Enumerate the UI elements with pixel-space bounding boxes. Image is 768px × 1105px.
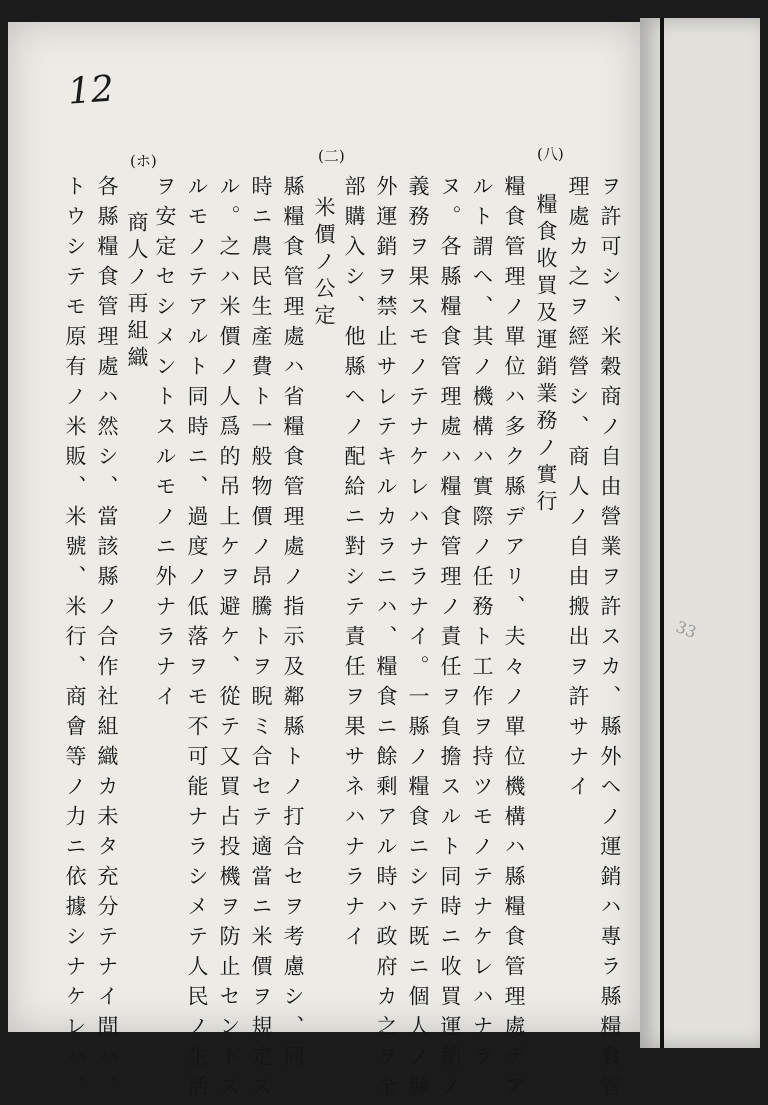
text-column-6: ヌ。各縣糧食管理處ハ糧食管理ノ責任ヲ負擔スルト同時ニ收買運銷ノ: [438, 175, 462, 1105]
text-column-15: ヲ安定セシメントスルモノニ外ナラナイ: [153, 175, 177, 715]
section-heading-hachi: 糧食收買及運銷業務ノ實行: [534, 193, 558, 517]
text-column-2: 理處カ之ヲ經營シ、商人ノ自由搬出ヲ許サナイ: [566, 175, 590, 805]
text-column-17: 各縣糧食管理處ハ然シ、當該縣ノ合作社組織カ未タ充分テナイ間ハ、: [95, 175, 119, 1105]
section-marker-ni: (二): [318, 147, 345, 165]
text-column-13: ル。之ハ米價ノ人爲的吊上ケヲ避ケ、從テ又買占投機ヲ防止セントス: [217, 175, 241, 1105]
text-column-8: 外運銷ヲ禁止サレテキルカラニハ、糧食ニ餘剩アル時ハ政府カ之ヲ全: [374, 175, 398, 1105]
section-heading-ni: 米價ノ公定: [312, 196, 336, 331]
section-heading-ho: 商人ノ再組織: [125, 211, 149, 373]
text-column-5: ルト謂ヘ、其ノ機構ハ實際ノ任務ト工作ヲ持ツモノテナケレハナラ: [470, 175, 494, 1075]
text-column-12: 時ニ農民生產費ト一般物價ノ昂騰トヲ睨ミ合セテ適當ニ米價ヲ規定ス: [249, 175, 273, 1105]
book-spine: [660, 18, 664, 1048]
text-column-7: 義務ヲ果スモノテナケレハナラナイ。一縣ノ糧食ニシテ既ニ個人ノ縣: [406, 175, 430, 1105]
section-marker-ho: (ホ): [130, 152, 157, 170]
text-column-11: 縣糧食管理處ハ省糧食管理處ノ指示及鄰縣トノ打合セヲ考慮シ、同: [281, 175, 305, 1075]
text-column-14: ルモノテアルト同時ニ、過度ノ低落ヲモ不可能ナラシメテ人民ノ生活: [185, 175, 209, 1105]
facing-page-edge: [640, 18, 760, 1048]
section-marker-hachi: (八): [537, 145, 564, 163]
page-number: 12: [66, 68, 116, 113]
text-column-4: 糧食管理ノ單位ハ多ク縣デアリ、夫々ノ單位機構ハ縣糧食管理處デア: [502, 175, 526, 1105]
text-column-1: ヲ許可シ、米穀商ノ自由營業ヲ許スカ、縣外ヘノ運銷ハ專ラ縣糧食管: [598, 175, 622, 1105]
pencil-margin-note: 33: [673, 617, 699, 642]
text-column-18: トウシテモ原有ノ米販、米號、米行、商會等ノ力ニ依據シナケレハ、: [63, 175, 87, 1105]
text-column-9: 部購入シ、他縣ヘノ配給ニ對シテ責任ヲ果サネハナラナイ: [342, 175, 366, 955]
